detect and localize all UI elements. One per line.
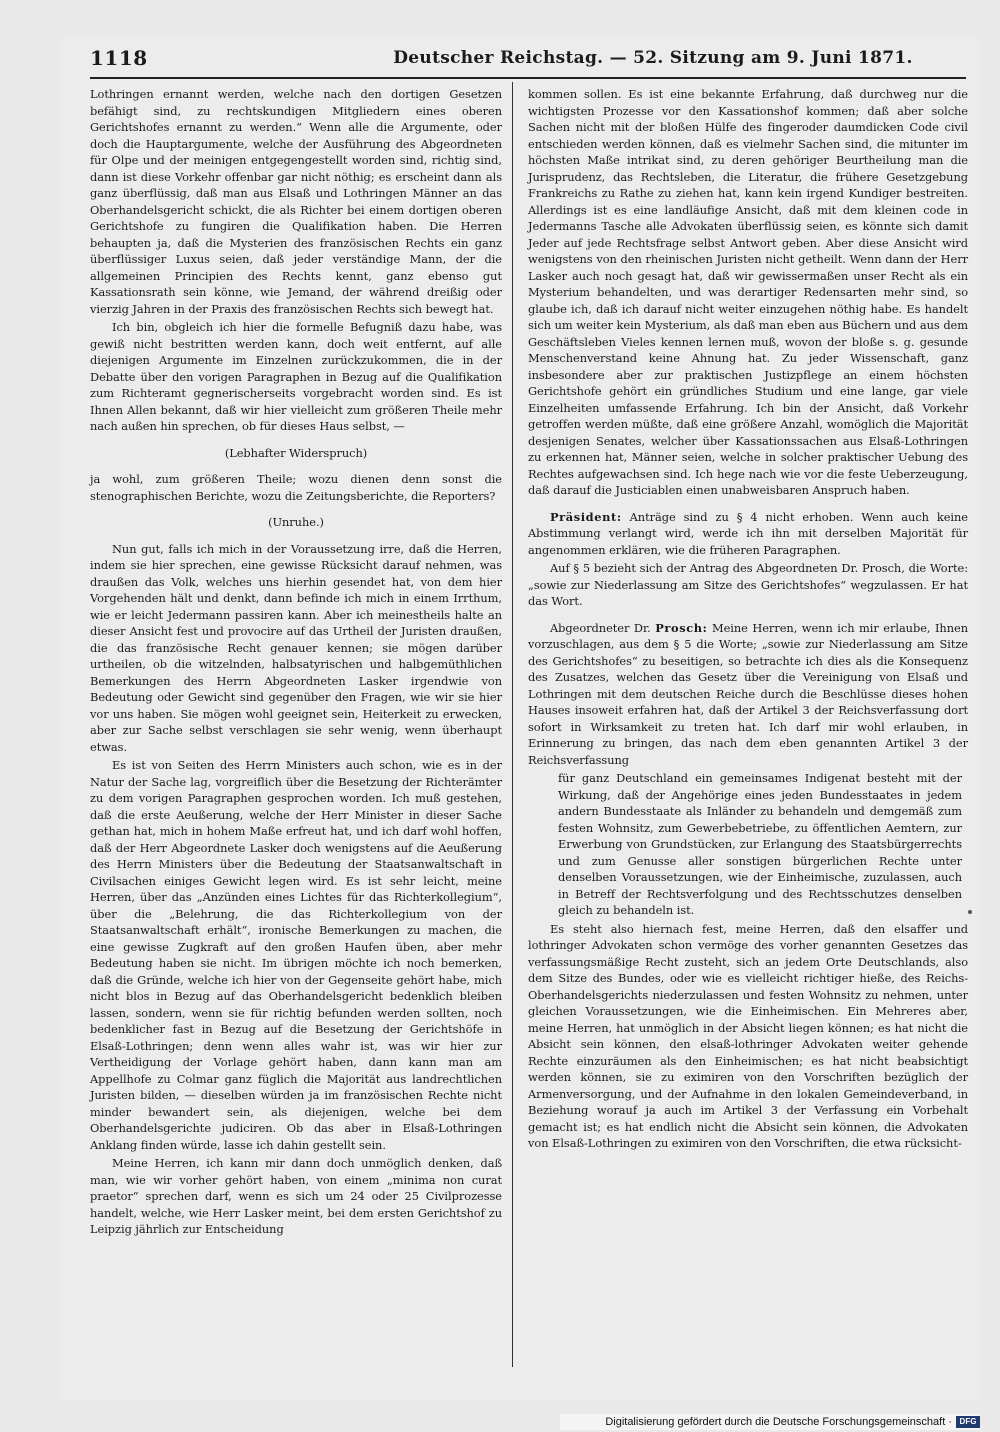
paragraph: Es steht also hiernach fest, meine Herren, daß den elsaffer und lothringer Advokaten schon vermöge des vorher genannten Gesetzes das verfassungsmäßige Recht zusteht, sich an jedem Orte Deutschlands, also dem Sitze des Bundes, oder wie es vielleicht richtiger hieße, des Reichs-Oberhandelsgerichts niederzulassen und festen Wohnsitz zu nehmen, unter gleichen Voraussetzungen, wie die Einheimischen. Ein Mehreres aber, meine Herren, hat unmöglich in der Absicht liegen können; es hat nicht die Absicht sein können, den elsaß-lothringer Advokaten weiter gehende Rechte einzuräumen als den Einheimischen; es hat nicht beabsichtigt werden können, sie zu eximiren von den Vorschriften bezüglich der Armenversorgung, und der Aufnahme in den lokalen Gemeindeverband, in Beziehung worauf ja auch im Artikel 3 der Verfassung ein Vorbehalt gemacht ist; es hat endlich nicht die Absicht sein können, die Advokaten von Elsaß-Lothringen zu eximiren von den Vorschriften, die etwa rücksicht-: [528, 921, 968, 1150]
speaker-label: Präsident:: [550, 509, 622, 524]
header-rule: [90, 77, 966, 79]
running-title: Deutscher Reichstag. — 52. Sitzung am 9. Juni 1871.: [393, 48, 913, 68]
dfg-logo-icon: DFG: [956, 1416, 980, 1428]
paragraph: Nun gut, falls ich mich in der Voraussetzung irre, daß die Herren, indem sie hier sprechen, eine gewisse Rücksicht darauf nehmen, was draußen das Volk, welches uns hierhin gesendet hat, von dem hier Vorgehenden hält und denkt, dann befinde ich mich in einem Irrthum, wie er leicht Jedermann passiren kann. Aber ich meinestheils halte an dieser Ansicht fest und provocire auf das Urtheil der Juristen draußen, die das französische Recht genauer kennen; sie mögen darüber urtheilen, ob die witzelnden, halbsatyrischen und halbgemüthlichen Bemerkungen des Herrn Abgeordneten Lasker irgendwie von Bedeutung oder Gewicht sind gegenüber den Fragen, wie wir sie hier vor uns haben. Sie mögen wohl geeignet sein, Heiterkeit zu erwecken, aber zur Sache selbst verschlagen sie sehr wenig, wenn überhaupt etwas.: [90, 541, 502, 754]
page-header: [90, 46, 966, 76]
column-divider: [512, 82, 513, 1367]
president-statement: [528, 509, 968, 559]
paragraph: Es ist von Seiten des Herrn Ministers auch schon, wie es in der Natur der Sache lag, vorgreiflich über die Besetzung der Richterämter zu dem vorigen Paragraphen gesprochen worden. Ich muß gestehen, daß die erste Aeußerung, welche der Herr Minister in dieser Sache gethan hat, mich in hohem Maße erfreut hat, und ich darf wohl hoffen, daß der Herr Abgeordnete Lasker doch wenigstens auf die Aeußerung des Herrn Ministers über die Bedeutung der Staatsanwaltschaft in Civilsachen einiges Gewicht legen wird. Es ist sehr leicht, meine Herren, über das „Anzünden eines Lichtes für das Richterkollegium“, über die „Belehrung, die das Richterkollegium von der Staatsanwaltschaft erhält“, ironische Bemerkungen zu machen, die eine gewisse Zugkraft auf den großen Haufen üben, aber mehr Bedeutung haben sie nicht. Im übrigen möchte ich noch bemerken, daß die Gründe, welche ich hier von der Gegenseite gehört habe, mich nicht blos in Bezug auf das Oberhandelsgericht bedenklich bleiben lassen, sondern, wenn sie für richtig befunden werden sollten, noch bedenklicher fast in Bezug auf die Besetzung der Gerichtshöfe in Elsaß-Lothringen; denn wenn alles wahr ist, was wir hier zur Vertheidigung der Vorlage gehört haben, dann kann man am Appellhofe zu Colmar ganz füglich die Majorität aus landrechtlichen Juristen bilden, — dieselben würden ja im französischen Rechte nicht minder bewandert sein, als diejenigen, welche bei dem Oberhandelsgerichte judiciren. Ob das aber in Elsaß-Lothringen Anklang finden würde, lasse ich dahin gestellt sein.: [90, 758, 502, 1152]
scanned-sheet: [60, 38, 980, 1400]
footer-credit: [560, 1414, 980, 1430]
quoted-article: für ganz Deutschland ein gemeinsames Indigenat besteht mit der Wirkung, daß der Angehörige eines jeden Bundesstaates in jedem andern Bundesstaate als Inländer zu behandeln und demgemäß zum festen Wohnsitz, zum Gewerbebetriebe, zu öffentlichen Aemtern, zur Erwerbung von Grundstücken, zur Erlangung des Staatsbürgerrechts und zum Genusse aller sonstigen bürgerlichen Rechte unter denselben Voraussetzungen, wie der Einheimische, zuzulassen, auch in Betreff der Rechtsverfolgung und des Rechtsschutzes denselben gleich zu behandeln ist.: [558, 771, 962, 917]
interjection: (Unruhe.): [268, 515, 324, 529]
paragraph: kommen sollen. Es ist eine bekannte Erfahrung, daß durchweg nur die wichtigsten Prozesse vor den Kassationshof kommen; daß aber solche Sachen nicht mit der bloßen Hülfe des fingeroder daumdicken Code civil entschieden werden können, daß es vielmehr Sachen sind, die mitunter im höchsten Maße intrikat sind, zu deren gehöriger Beurtheilung man die Jurisprudenz, das Rechtsleben, die Literatur, die frühere Gesetzgebung Frankreichs zu Rathe zu ziehen hat, kann kein irgend Kundiger bestreiten. Allerdings ist es eine landläufige Ansicht, daß mit dem kleinen code in Jedermanns Tasche alle Advokaten überflüssig seien, es könnte sich damit Jeder auf jede Rechtsfrage selbst Antwort geben. Aber diese Ansicht wird wenigstens von den rheinischen Juristen nicht getheilt. Wenn dann der Herr Lasker auch noch gesagt hat, daß wir gewissermaßen unser Recht als ein Mysterium behandelten, und was derartiger Redensarten mehr sind, so glaube ich, daß ich darauf nicht weiter einzugehen nöthig habe. Es handelt sich um weiter kein Mysterium, als daß man eben aus Büchern und aus dem Geschäftsleben Vieles kennen lernen muß, wovon der bloße s. g. gesunde Menschenverstand keine Ahnung hat. Zu jeder Wissenschaft, ganz insbesondere aber zur praktischen Justizpflege an einem höchsten Gerichtshofe gehört ein gründliches Studium und eine lange, gar viele Einzelheiten umfassende Erfahrung. Ich bin der Ansicht, daß Vorkehr getroffen werden müßte, daß eine größere Anzahl, womöglich die Majorität desjenigen Senates, welcher über Kassationssachen aus Elsaß-Lothringen zu erkennen hat, Männer seien, welche in solcher praktischer Uebung des Rechtes aufgewachsen sind. Ich hege nach wie vor die feste Ueberzeugung, daß darauf die Justiciablen einen unabweisbaren Anspruch haben.: [528, 87, 968, 497]
statement-text: Meine Herren, wenn ich mir erlaube, Ihnen vorzuschlagen, aus dem § 5 die Worte; „sowie zur Niederlassung am Sitze des Gerichtshofes“ zu beseitigen, so betrachte ich dies als die Konsequenz des Zusatzes, welchen das Gesetz über die Vereinigung von Elsaß und Lothringen mit dem deutschen Reiche durch die Beschlüsse dieses hohen Hauses insoweit erfahren hat, daß der Artikel 3 der Reichsverfassung dort sofort in Wirksamkeit zu treten hat. Ich darf mir wohl erlauben, in Erinnerung zu bringen, das nach dem eben genannten Artikel 3 der Reichsverfassung: [528, 620, 968, 767]
speaker-prefix: Abgeordneter Dr.: [550, 620, 651, 635]
speaker-name: Prosch:: [655, 620, 708, 635]
footer-text: Digitalisierung gefördert durch die Deutsche Forschungsgemeinschaft ·: [605, 1416, 952, 1428]
paragraph: Meine Herren, ich kann mir dann doch unmöglich denken, daß man, wie wir vorher gehört haben, von einem „minima non curat praetor“ sprechen darf, wenn es sich um 24 oder 25 Civilprozesse handelt, welche, wie Herr Lasker meint, bei dem ersten Gerichtshof zu Leipzig jährlich zur Entscheidung: [90, 1156, 502, 1236]
paragraph: Ich bin, obgleich ich hier die formelle Befugniß dazu habe, was gewiß nicht bestritten werden kann, doch weit entfernt, auf alle diejenigen Argumente im Einzelnen zurückzukommen, die in der Debatte über den vorigen Paragraphen in Bezug auf die Qualifikation zum Richteramt gegnerischerseits vorgebracht worden sind. Es ist Ihnen Allen bekannt, daß wir hier vielleicht zum größeren Theile mehr nach außen hin sprechen, ob für dieses Haus selbst, —: [90, 320, 502, 433]
page-number: 1118: [90, 46, 148, 70]
paragraph: Lothringen ernannt werden, welche nach den dortigen Gesetzen befähigt sind, zu rechtskundigen Mitgliedern eines oberen Gerichtshofes ernannt zu werden.“ Wenn alle die Argumente, oder doch die Hauptargumente, welche der Ausführung des Abgeordneten für Olpe und der meinigen entgegengestellt worden sind, richtig sind, dann ist diese Vorkehr offenbar gar nicht nöthig; es erscheint dann als ganz überflüssig, daß man aus Elsaß und Lothringen Männer an das Oberhandelsgericht schickt, die als Richter bei einem dortigen oberen Gerichtshofe zu fungiren die Qualifikation haben. Die Herren behaupten ja, daß die Mysterien des französischen Rechts ein ganz überflüssiger Luxus seien, daß jeder verständige Mann, der die allgemeinen Principien des Rechts kennt, ganz ebenso gut Kassationsrath sein könne, wie Jemand, der während dreißig oder vierzig Jahren in der Praxis des französischen Rechts sich bewegt hat.: [90, 87, 502, 316]
left-column: [90, 86, 502, 1240]
paragraph: Auf § 5 bezieht sich der Antrag des Abgeordneten Dr. Prosch, die Worte: „sowie zur Niederlassung am Sitze des Gerichtshofes“ wegzulassen. Er hat das Wort.: [528, 561, 968, 608]
interjection: (Lebhafter Widerspruch): [224, 445, 368, 460]
speaker-statement: [528, 620, 968, 769]
right-column: [528, 86, 968, 1154]
statement-text: Anträge sind zu § 4 nicht erhoben. Wenn auch keine Abstimmung verlangt wird, werde ich ihn mit derselben Majorität für angenommen erklären, wie die früheren Paragraphen.: [528, 509, 968, 557]
scan-speck: [968, 910, 972, 914]
paragraph: ja wohl, zum größeren Theile; wozu dienen denn sonst die stenographischen Berichte, wozu die Zeitungsberichte, die Reporters?: [90, 472, 502, 503]
